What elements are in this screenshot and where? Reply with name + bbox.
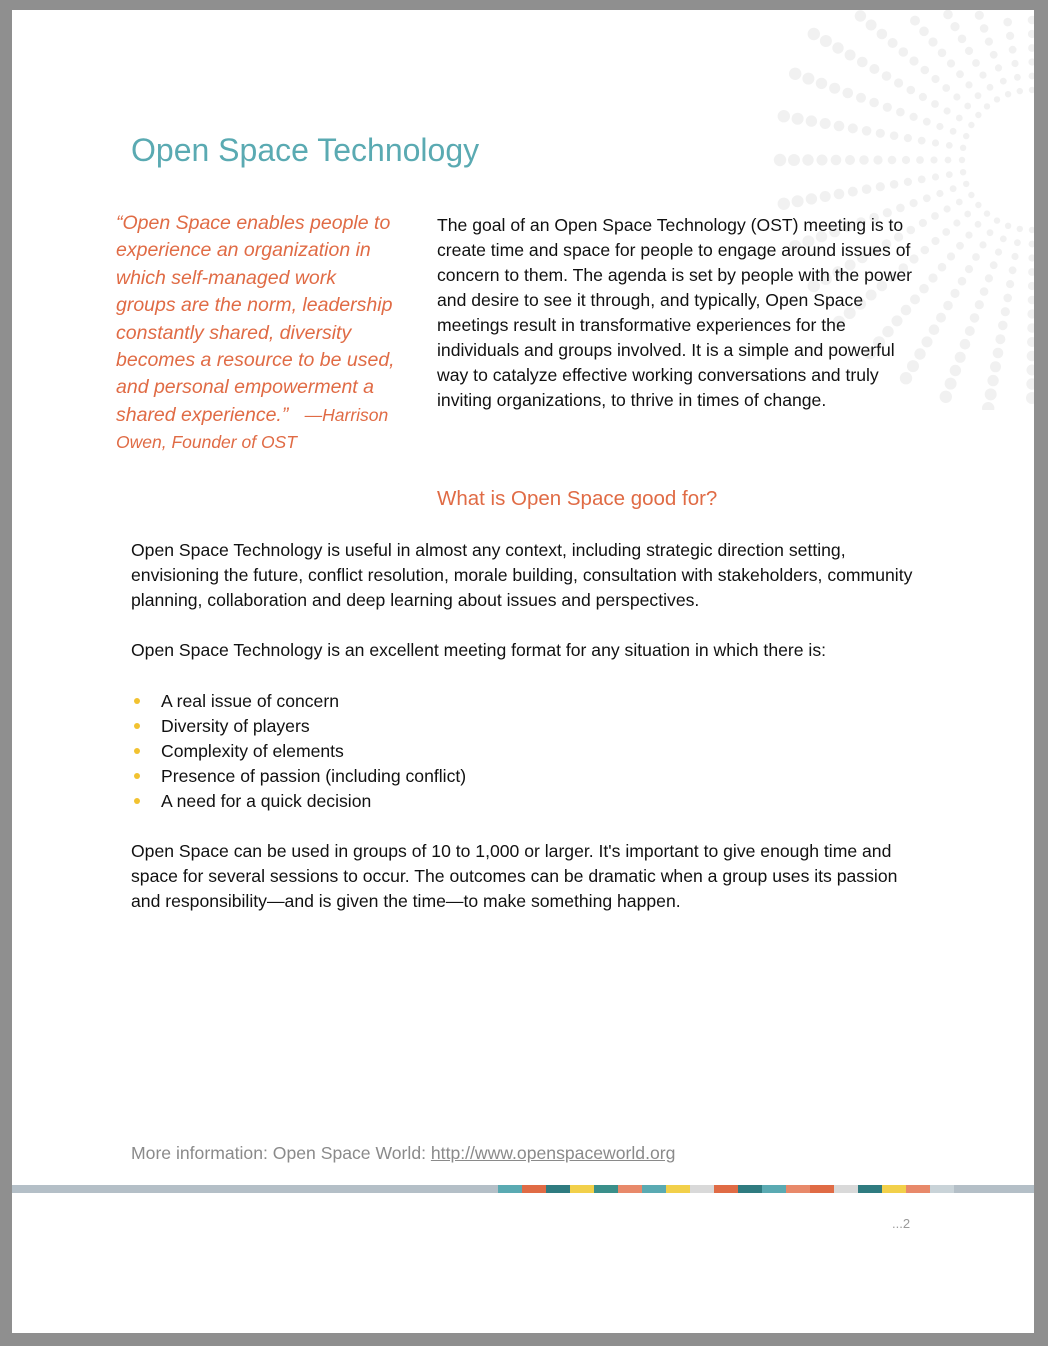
footer-color-segment <box>690 1185 714 1193</box>
footer-color-strip <box>498 1185 954 1193</box>
list-item-text: Diversity of players <box>161 716 310 736</box>
list-item <box>131 739 466 764</box>
list-item <box>131 789 466 814</box>
list-item-text: A real issue of concern <box>161 691 339 711</box>
footer-color-segment <box>714 1185 738 1193</box>
list-item-text: A need for a quick decision <box>161 791 372 811</box>
more-info-line <box>131 1143 675 1164</box>
footer-color-segment <box>834 1185 858 1193</box>
situation-paragraph: Open Space Technology is an excellent meeting format for any situation in which there is: <box>131 640 827 660</box>
footer-color-segment <box>786 1185 810 1193</box>
section-heading: What is Open Space good for? <box>437 487 718 510</box>
footer-color-segment <box>906 1185 930 1193</box>
list-item <box>131 764 466 789</box>
bullet-list <box>131 689 466 814</box>
document-page <box>12 10 1034 1333</box>
footer-color-segment <box>858 1185 882 1193</box>
quote-attribution: —Harrison Owen, Founder of OST <box>116 404 389 453</box>
page-title: Open Space Technology <box>131 132 480 168</box>
pull-quote <box>116 210 396 457</box>
bullet-dot <box>134 748 140 754</box>
page-number: ...2 <box>892 1216 911 1231</box>
bullet-dot <box>134 698 140 704</box>
list-item <box>131 689 466 714</box>
bullet-dot <box>134 723 140 729</box>
footer-color-segment <box>498 1185 522 1193</box>
footer-color-segment <box>642 1185 666 1193</box>
intro-paragraph: The goal of an Open Space Technology (OST) meeting is to create time and space for people to engage around issues of concern to them. The agenda is set by people with the power and desire to see it through, and typically, Open Space meetings result in transformative experiences for the individuals and groups involved. It is a simple and powerful way to catalyze effective working conversations and truly inviting organizations, to thrive in times of change. <box>437 215 912 410</box>
more-info-label: More information: Open Space World: <box>131 1143 431 1163</box>
footer-color-segment <box>930 1185 954 1193</box>
bullet-dot <box>134 773 140 779</box>
quote-text: “Open Space enables people to experience an organization in which self-managed work groups are the norm, leadership constantly shared, diversity becomes a resource to be used, and personal empowerment a shared experience.” <box>116 212 395 426</box>
footer-color-segment <box>762 1185 786 1193</box>
group-size-paragraph: Open Space can be used in groups of 10 to 1,000 or larger. It's important to give enough time and space for several sessions to occur. The outcomes can be dramatic when a group uses its passion and responsibility—and is given the time—to make something happen. <box>131 841 898 911</box>
openspaceworld-link[interactable]: http://www.openspaceworld.org <box>430 1143 676 1163</box>
footer-color-segment <box>594 1185 618 1193</box>
footer-color-segment <box>810 1185 834 1193</box>
list-item <box>131 714 466 739</box>
footer-color-segment <box>570 1185 594 1193</box>
list-item-text: Complexity of elements <box>161 741 344 761</box>
context-paragraph: Open Space Technology is useful in almost any context, including strategic direction setting, envisioning the future, conflict resolution, morale building, consultation with stakeholders, community planning, collaboration and deep learning about issues and perspectives. <box>131 540 913 610</box>
footer-color-segment <box>882 1185 906 1193</box>
footer-color-segment <box>666 1185 690 1193</box>
footer-color-segment <box>738 1185 762 1193</box>
list-item-text: Presence of passion (including conflict) <box>161 766 467 786</box>
footer-color-segment <box>522 1185 546 1193</box>
bullet-dot <box>134 798 140 804</box>
footer-color-segment <box>546 1185 570 1193</box>
footer-color-segment <box>618 1185 642 1193</box>
